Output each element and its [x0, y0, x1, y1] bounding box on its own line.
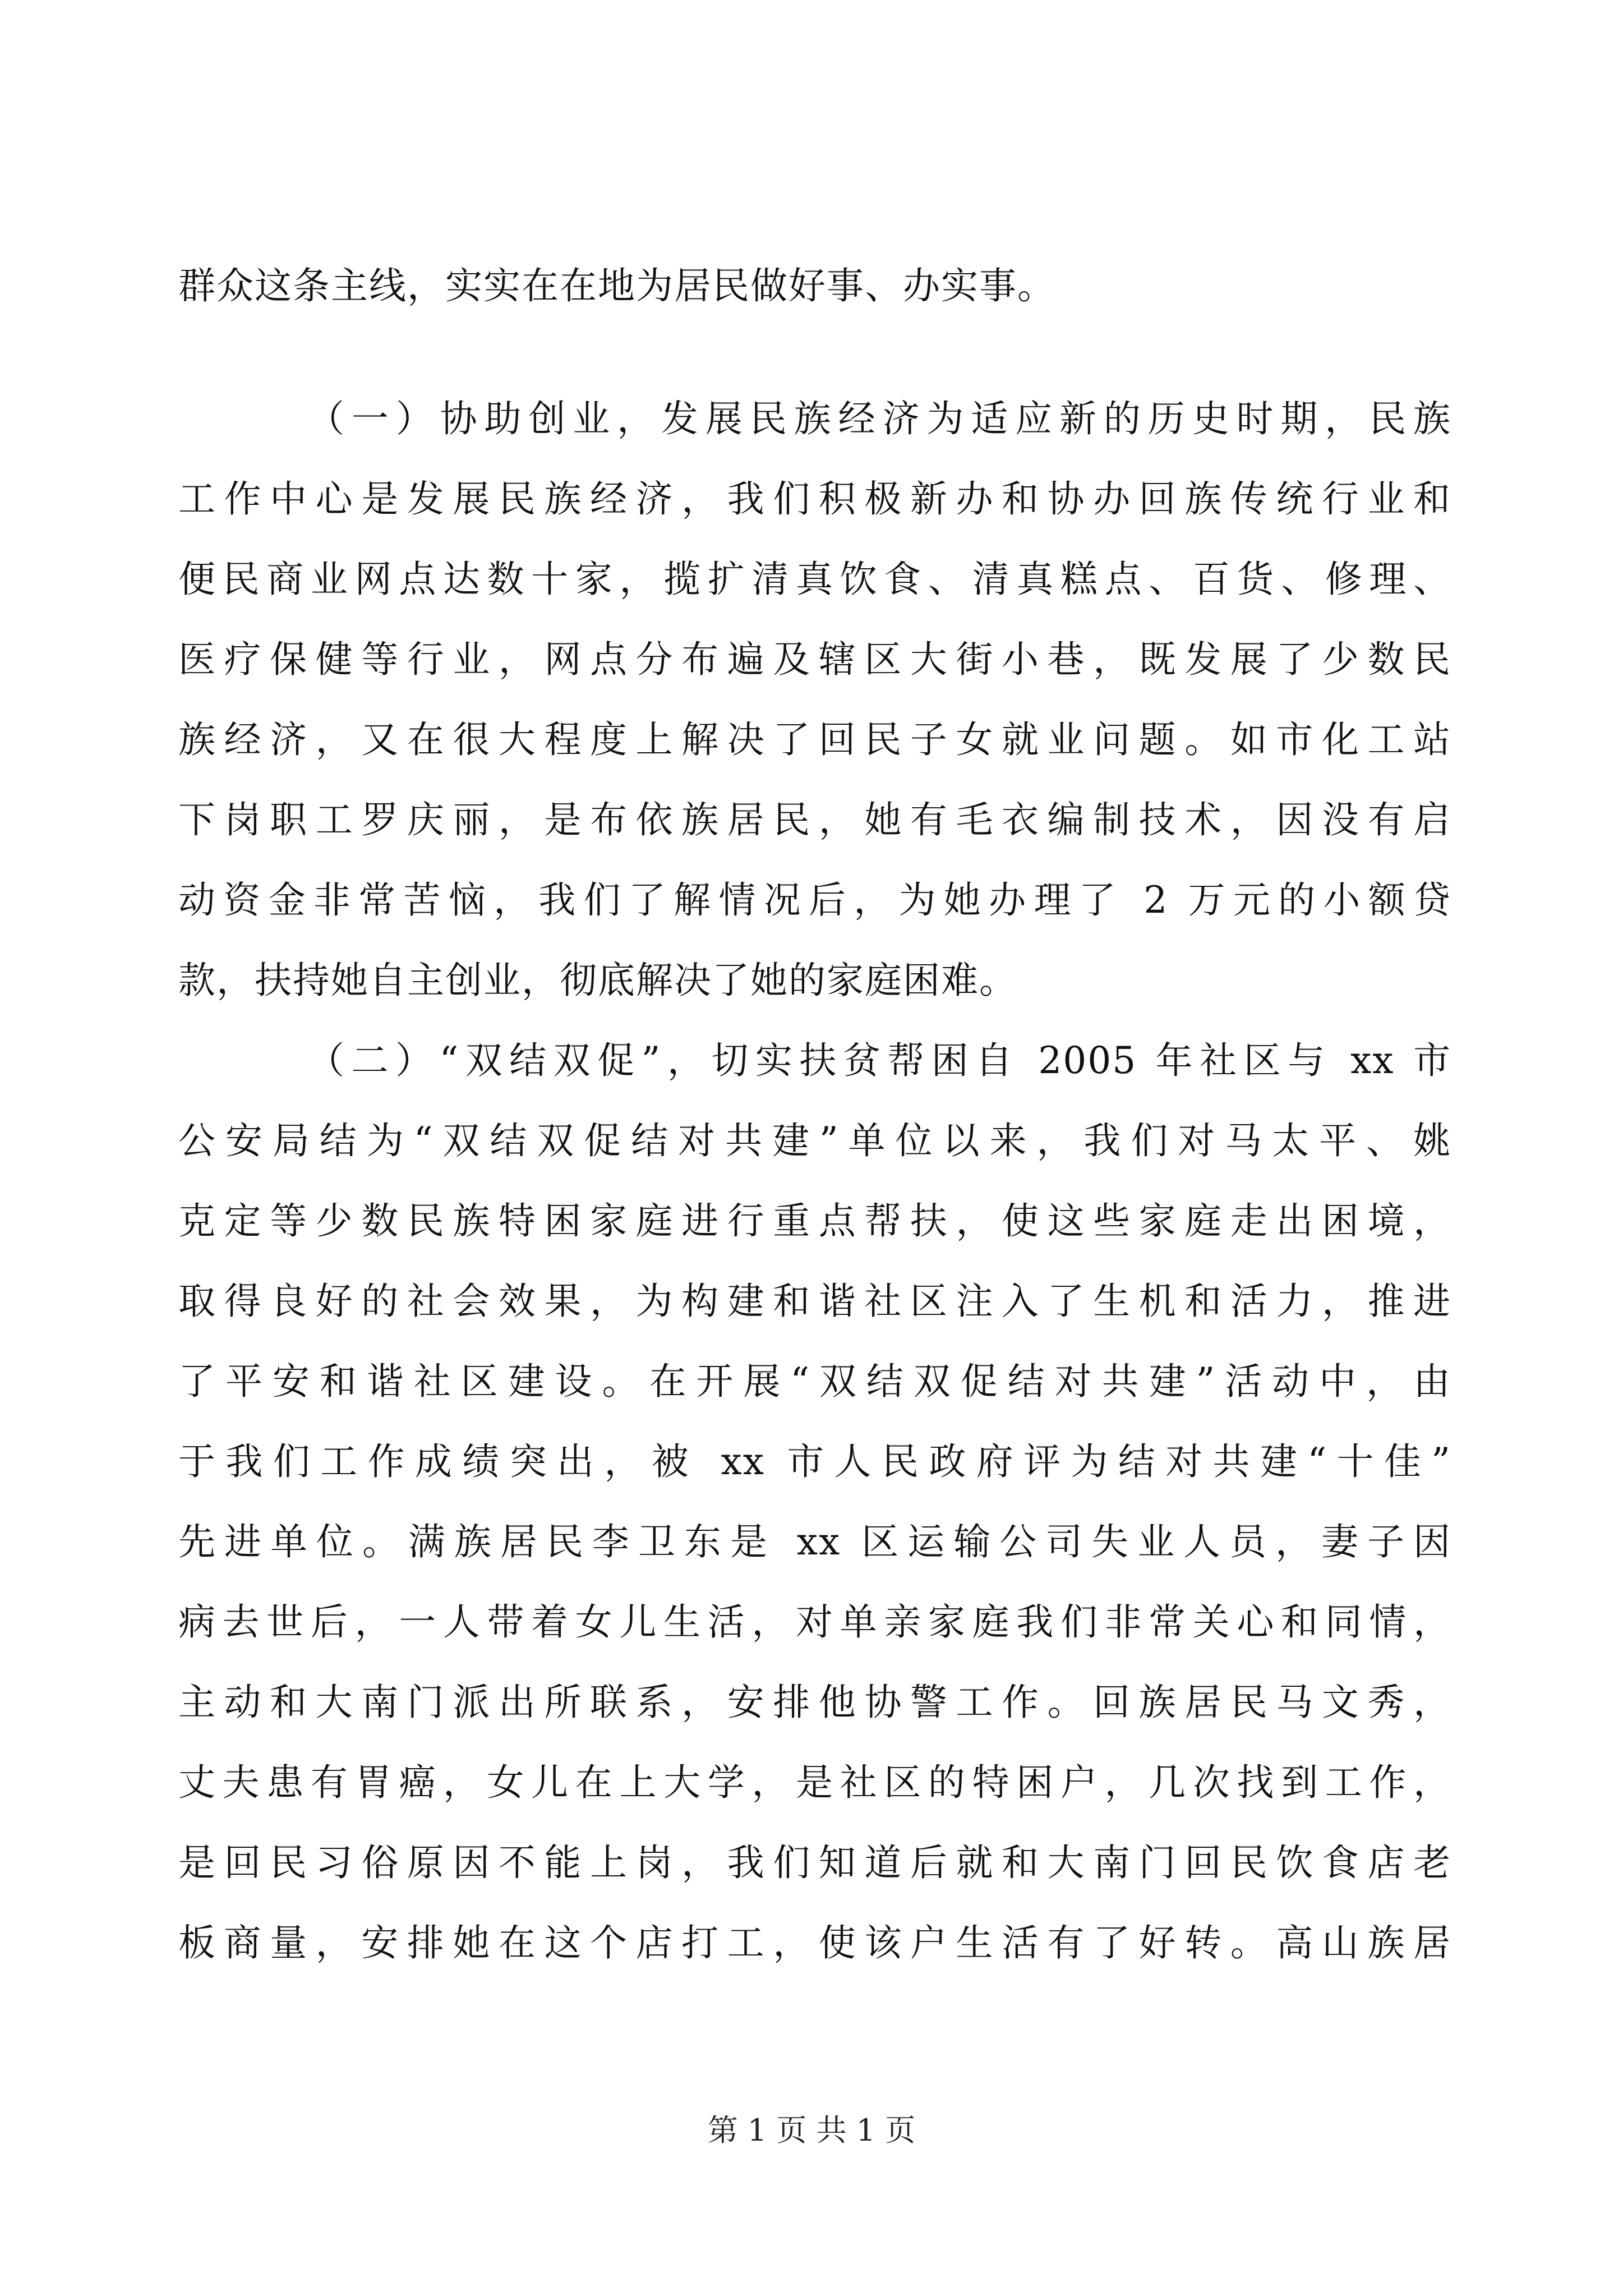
- text-line: 是回民习俗原因不能上岗，我们知道后就和大南门回民饮食店老: [178, 1841, 1451, 1884]
- text-line: 丈夫患有胃癌，女儿在上大学，是社区的特困户，几次找到工作，: [178, 1761, 1451, 1804]
- text-line: 便民商业网点达数十家，揽扩清真饮食、清真糕点、百货、修理、: [178, 558, 1451, 601]
- text-line: 下岗职工罗庆丽，是布依族居民，她有毛衣编制技术，因没有启: [178, 798, 1451, 841]
- text-line: 先进单位。满族居民李卫东是 xx 区运输公司失业人员，妻子因: [178, 1520, 1451, 1563]
- text-line: 板商量，安排她在这个店打工，使该户生活有了好转。高山族居: [178, 1921, 1451, 1964]
- text-line: 群众这条主线，实实在在地为居民做好事、办实事。: [178, 264, 1055, 307]
- text-line: 取得良好的社会效果，为构建和谐社区注入了生机和活力，推进: [178, 1280, 1451, 1323]
- text-line: 病去世后，一人带着女儿生活，对单亲家庭我们非常关心和同情，: [178, 1600, 1451, 1644]
- paragraph-heading-line: （一）协助创业，发展民族经济为适应新的历史时期，民族: [307, 397, 1451, 440]
- text-line: 动资金非常苦恼，我们了解情况后，为她办理了 2 万元的小额贷: [178, 878, 1451, 922]
- text-line: 于我们工作成绩突出，被 xx 市人民政府评为结对共建“十佳”: [178, 1440, 1451, 1483]
- text-line: 主动和大南门派出所联系，安排他协警工作。回族居民马文秀，: [178, 1681, 1451, 1724]
- page-footer: 第 1 页 共 1 页: [707, 2113, 916, 2148]
- text-line: 族经济，又在很大程度上解决了回民子女就业问题。如市化工站: [178, 718, 1451, 761]
- text-line: 工作中心是发展民族经济，我们积极新办和协办回族传统行业和: [178, 477, 1451, 521]
- text-line: 克定等少数民族特困家庭进行重点帮扶，使这些家庭走出困境，: [178, 1199, 1451, 1243]
- text-line: 款，扶持她自主创业，彻底解决了她的家庭困难。: [178, 959, 1017, 1002]
- text-line: 公安局结为“双结双促结对共建”单位以来，我们对马太平、姚: [178, 1119, 1451, 1162]
- text-line: 医疗保健等行业，网点分布遍及辖区大街小巷，既发展了少数民: [178, 638, 1451, 681]
- paragraph-heading-line: （二）“双结双促”，切实扶贫帮困自 2005 年社区与 xx 市: [307, 1039, 1451, 1082]
- text-line: 了平安和谐社区建设。在开展“双结双促结对共建”活动中，由: [178, 1360, 1451, 1403]
